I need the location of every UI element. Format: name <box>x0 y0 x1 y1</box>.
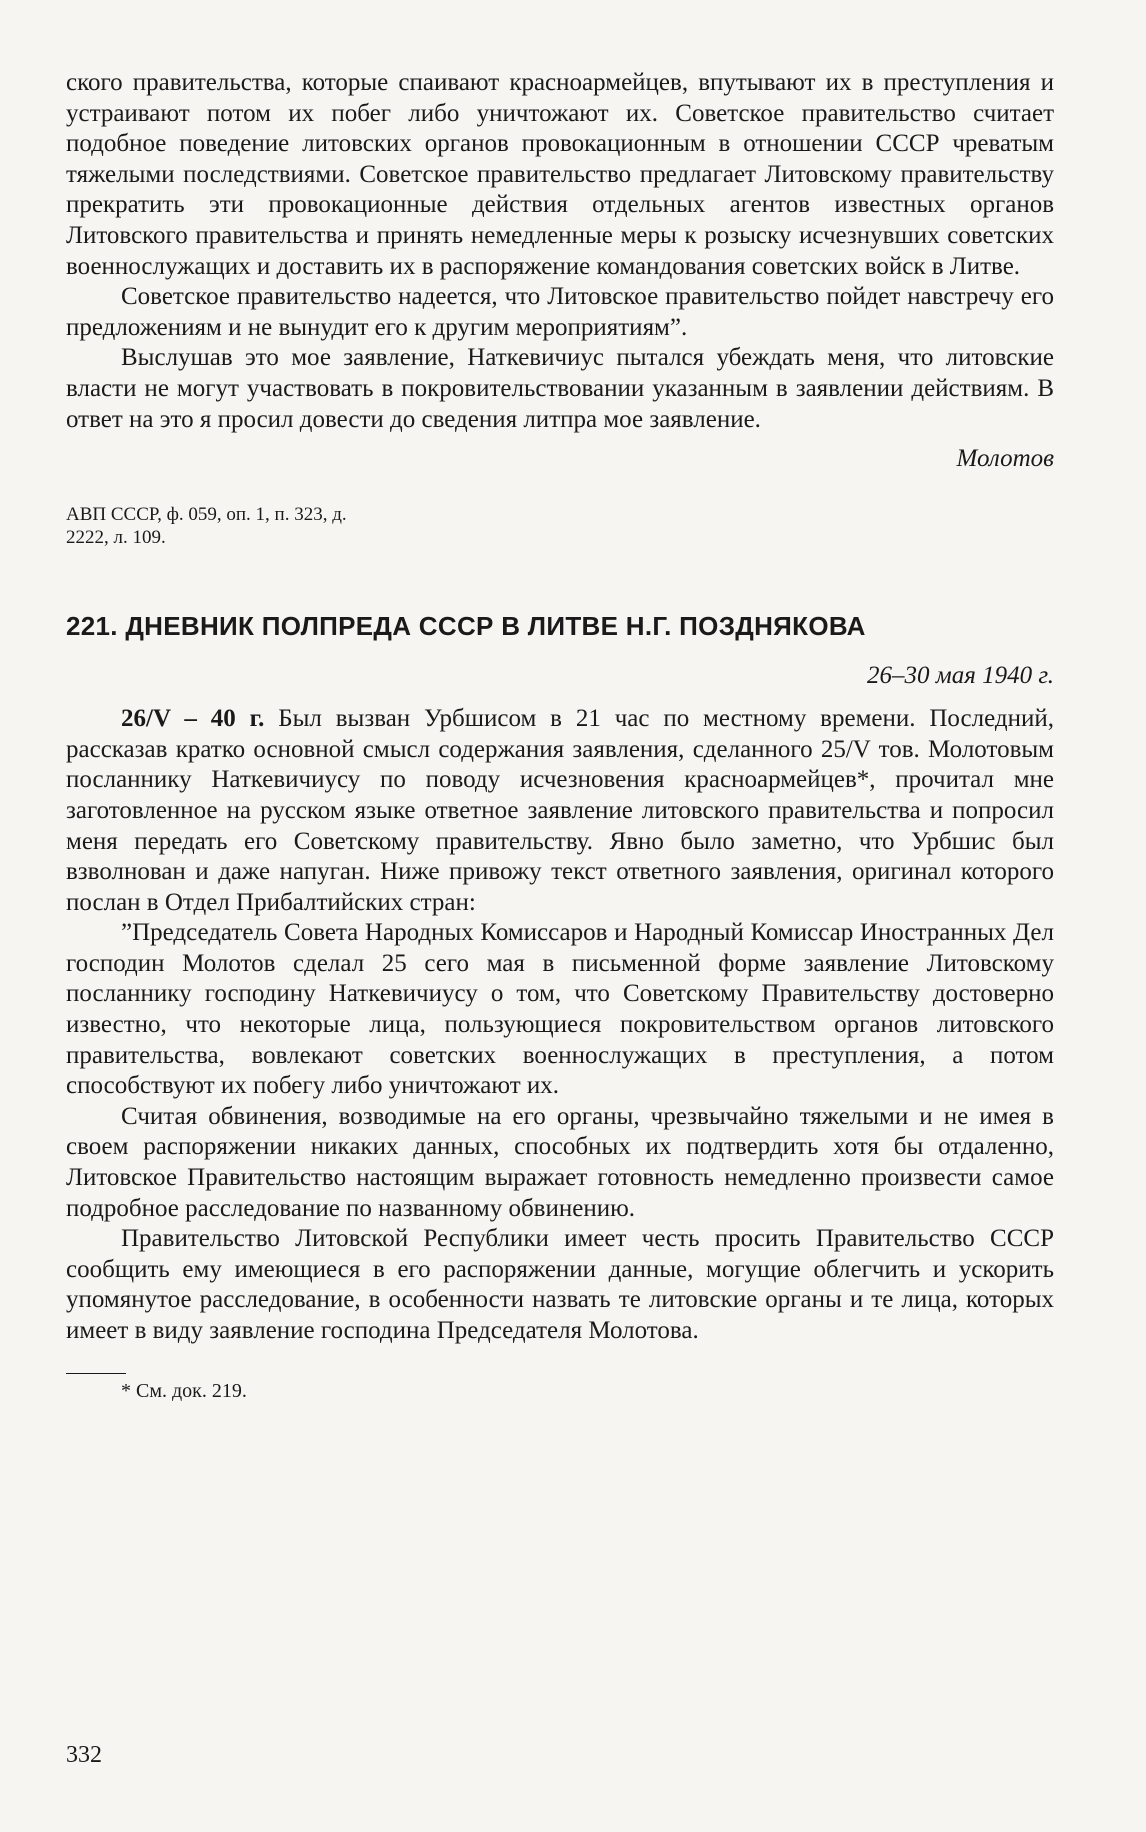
paragraph-3: Выслушав это мое заявление, Наткевичиус пытался убеждать меня, что литовские власти не могут участвовать в покровительствовании указанным в заявлении действиям. В ответ на это я просил довести до сведения литпра мое заявление. <box>66 344 1054 433</box>
quote-paragraph-1: ”Председатель Совета Народных Комиссаров и Народный Комиссар Иностранных Дел господин Молотов сделал 25 сего мая в письменной форме заявление Литовскому посланнику господину Наткевичиусу о том, что Советскому Правительству достоверно известно, что некоторые лица, пользующиеся покровительством органов литовского правительства, вовлекают советских военнослужащих в преступления, а потом способствуют их побегу либо уничтожают их. <box>66 919 1054 1100</box>
signature: Молотов <box>956 445 1054 473</box>
footnote: * См. док. 219. <box>121 1379 247 1402</box>
archive-reference: АВП СССР, ф. 059, оп. 1, п. 323, д. 2222, л. 109. <box>66 504 347 549</box>
quote-paragraph-3: Правительство Литовской Республики имеет честь просить Правительство СССР сообщить ему имеющиеся в его распоряжении данные, могущие облегчить и ускорить упомянутое расследование, в особенности назвать те литовские органы и те лица, которых имеет в виду заявление господина Председателя Молотова. <box>66 1225 1054 1344</box>
diary-entry <box>66 704 1054 918</box>
paragraph-2: Советское правительство надеется, что Литовское правительство пойдет навстречу его предложениям и не вынудит его к другим мероприятиям”. <box>66 283 1054 341</box>
entry-text: Был вызван Урбшисом в 21 час по местному времени. Последний, рассказав кратко основной смысл содержания заявления, сделанного 25/V тов. Молотовым посланнику Наткевичиусу по поводу исчезновения красноармейцев*, прочитал мне заготовленное на русском языке ответное заявление литовского правительства и попросил меня передать его Советскому правительству. Явно было заметно, что Урбшис был взволнован и даже напуган. Ниже привожу текст ответного заявления, оригинал которого послан в Отдел Прибалтийских стран: <box>66 705 1054 916</box>
paragraph-1: ского правительства, которые спаивают красноармейцев, впутывают их в преступления и устраивают потом их побег либо уничтожают их. Советское правительство считает подобное поведение литовских органов провокационным в отношении СССР чреватым тяжелыми последствиями. Советское правительство предлагает Литовскому правительству прекратить эти провокационные действия отдельных агентов известных органов Литовского правительства и принять немедленные меры к розыску исчезнувших советских военнослужащих и доставить их в распоряжение командования советских войск в Литве. <box>66 69 1054 280</box>
footnote-divider <box>66 1373 126 1374</box>
document-title: 221. ДНЕВНИК ПОЛПРЕДА СССР В ЛИТВЕ Н.Г. ПОЗДНЯКОВА <box>66 611 866 642</box>
entry-date: 26/V – 40 г. <box>121 705 265 733</box>
page-content <box>66 68 1054 1404</box>
page-number: 332 <box>66 1742 102 1768</box>
quote-paragraph-2: Считая обвинения, возводимые на его органы, чрезвычайно тяжелыми и не имея в своем распоряжении никаких данных, способных их подтвердить хотя бы отдаленно, Литовское Правительство настоящим выражает готовность немедленно произвести самое подробное расследование по названному обвинению. <box>66 1102 1054 1222</box>
document-dateline: 26–30 мая 1940 г. <box>867 662 1054 690</box>
